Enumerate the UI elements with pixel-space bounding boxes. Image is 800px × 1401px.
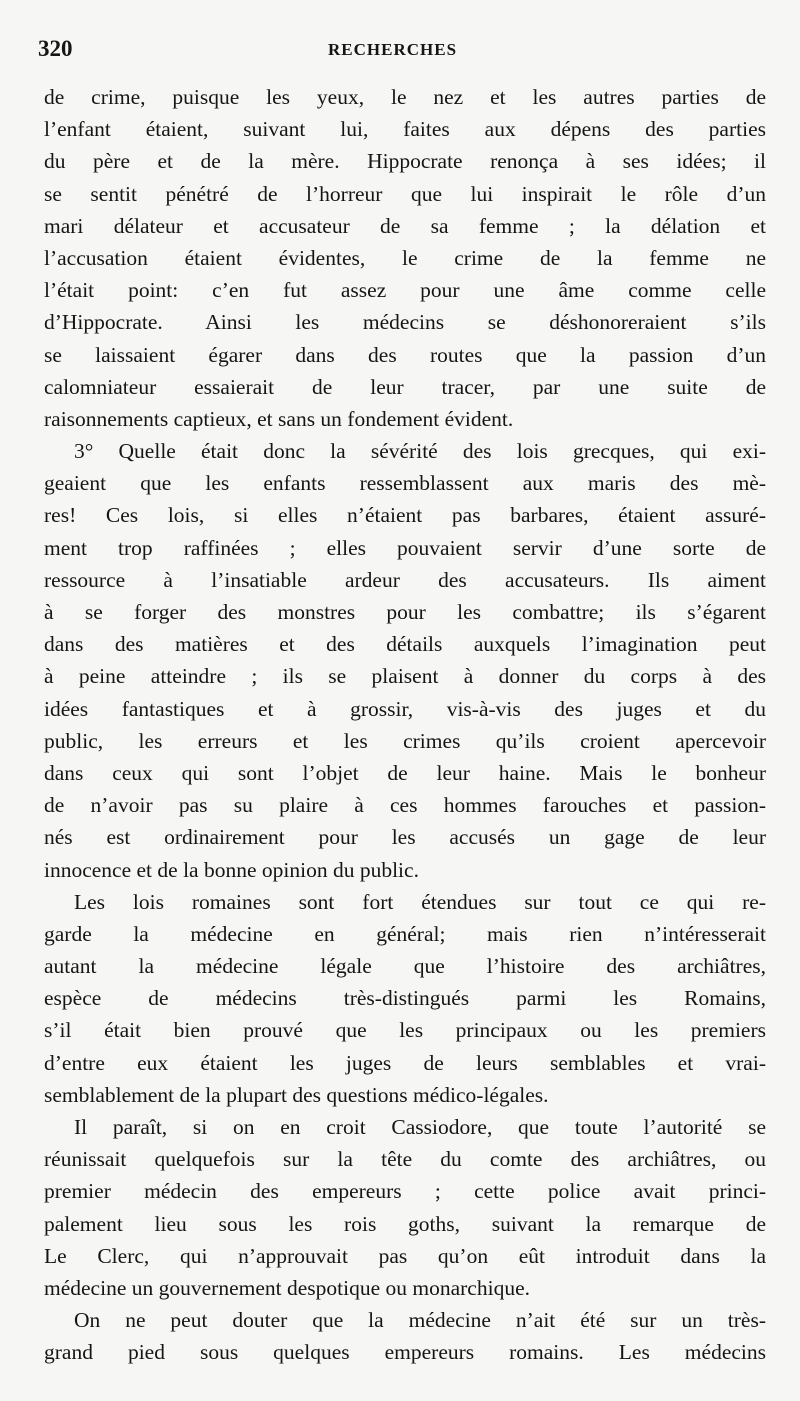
text-line: semblablement de la plupart des questions médico-légales. [44,1082,549,1107]
text-line: d’Hippocrate. Ainsi les médecins se déshonoreraient s’ils [44,310,766,335]
text-line: mari délateur et accusateur de sa femme ; la délation et [44,213,766,238]
text-line: Les lois romaines sont fort étendues sur tout ce qui re- [74,889,766,914]
text-line: réunissait quelquefois sur la tête du comte des archiâtres, ou [44,1147,766,1172]
text-line: l’était point: c’en fut assez pour une âme comme celle [44,278,766,303]
text-line: premier médecin des empereurs ; cette police avait princi- [44,1179,766,1204]
text-line: ressource à l’insatiable ardeur des accusateurs. Ils aiment [44,567,766,592]
text-line: médecine un gouvernement despotique ou monarchique. [44,1275,530,1300]
text-line: de n’avoir pas su plaire à ces hommes farouches et passion- [44,793,766,818]
running-head: RECHERCHES [328,40,458,59]
text-line: s’il était bien prouvé que les principaux ou les premiers [44,1018,766,1043]
text-line: se laissaient égarer dans des routes que la passion d’un [44,342,766,367]
text-line: d’entre eux étaient les juges de leurs semblables et vrai- [44,1050,766,1075]
body-text [44,81,766,1369]
text-line: espèce de médecins très-distingués parmi les Romains, [44,986,766,1011]
text-line: ment trop raffinées ; elles pouvaient servir d’une sorte de [44,535,766,560]
text-line: grand pied sous quelques empereurs romains. Les médecins [44,1340,766,1365]
text-line: dans des matières et des détails auxquels l’imagination peut [44,632,766,657]
text-line: raisonnements captieux, et sans un fondement évident. [44,406,514,431]
text-line: à se forger des monstres pour les combattre; ils s’égarent [44,600,766,624]
text-line: palement lieu sous les rois goths, suivant la remarque de [44,1211,766,1236]
text-line: calomniateur essaierait de leur tracer, par une suite de [44,374,766,399]
text-line: l’accusation étaient évidentes, le crime de la femme ne [44,245,766,270]
text-line: nés est ordinairement pour les accusés un gage de leur [44,825,766,850]
text-line: Le Clerc, qui n’approuvait pas qu’on eût introduit dans la [44,1243,766,1268]
text-line: l’enfant étaient, suivant lui, faites aux dépens des parties [44,117,766,142]
text-line: Il paraît, si on en croit Cassiodore, que toute l’autorité se [74,1115,766,1139]
text-line: innocence et de la bonne opinion du public. [44,857,419,882]
text-line: se sentit pénétré de l’horreur que lui inspirait le rôle d’un [44,181,766,206]
text-line: du père et de la mère. Hippocrate renonça à ses idées; il [44,149,766,174]
text-line: garde la médecine en général; mais rien n’intéresserait [44,921,766,946]
text-line: dans ceux qui sont l’objet de leur haine. Mais le bonheur [44,760,766,785]
text-line: autant la médecine légale que l’histoire des archiâtres, [44,954,766,979]
text-line: res! Ces lois, si elles n’étaient pas barbares, étaient assuré- [44,503,766,528]
page-number: 320 [38,36,73,61]
text-line: public, les erreurs et les crimes qu’ils croient apercevoir [44,728,766,753]
page-header [38,36,738,70]
text-line: idées fantastiques et à grossir, vis-à-vis des juges et du [44,696,766,721]
text-line: à peine atteindre ; ils se plaisent à donner du corps à des [44,664,766,689]
text-line: On ne peut douter que la médecine n’ait été sur un très- [74,1308,766,1333]
text-line: de crime, puisque les yeux, le nez et les autres parties de [44,85,766,109]
text-line: geaient que les enfants ressemblassent aux maris des mè- [44,471,766,496]
text-line: 3° Quelle était donc la sévérité des lois grecques, qui exi- [74,439,766,464]
